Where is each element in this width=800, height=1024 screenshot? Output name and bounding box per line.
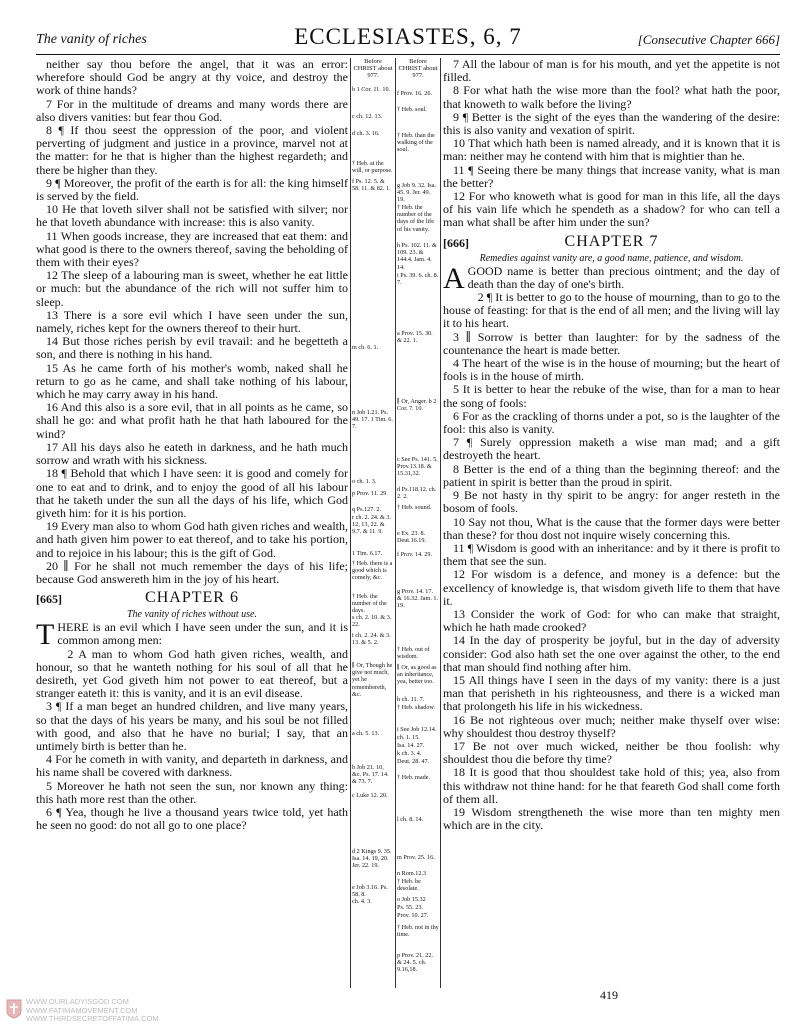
verse: 7 All the labour of man is for his mouth, and yet the appetite is not filled. (443, 57, 780, 85)
margin-note: q Ps.127. 2. (352, 506, 382, 513)
margin-note: h Ps. 102. 11. & 109. 23. & 144.4. Jam. 4. 14. (397, 242, 437, 271)
verse: 20 ∥ For he shall not much remember the days of his life; because God answereth him in the joy of his heart. (36, 558, 348, 586)
margin-note: m Prov. 25. 16. (397, 854, 435, 861)
margin-note: f Prov. 14. 29. (397, 551, 433, 558)
page-number: 419 (600, 988, 618, 1002)
header-left: The vanity of riches (36, 32, 147, 47)
verse: 2 ¶ It is better to go to the house of mourning, than to go to the house of feasting: for that is the end of all men; and the living will lay it to his heart. (443, 290, 780, 331)
margin-note: c ch. 12. 13. (352, 113, 383, 120)
verse: 11 ¶ Seeing there be many things that increase vanity, what is man the better? (443, 162, 780, 190)
verse-text: HERE is an evil which I have seen under the sun, and it is common among men: (57, 620, 348, 648)
watermark-text (26, 998, 226, 1024)
margin-note: g Job 9. 32. Isa. 45. 9. Jer. 49. 19. (397, 182, 437, 204)
verse: 17 Be not over much wicked, neither be thou foolish: why shouldest thou die before thy time? (443, 738, 780, 767)
margin-note: Prov. 10. 27. (397, 912, 429, 919)
running-header (36, 24, 780, 55)
verse: 19 Wisdom strengtheneth the wise more than ten mighty men which are in the city. (443, 804, 780, 833)
verse: 18 It is good that thou shouldest take hold of this; yea, also from this withdraw not thine hand: for he that feareth God shall come forth of them all. (443, 765, 780, 806)
verse: 5 Moreover he hath not seen the sun, nor known any thing: this hath more rest than the other. (36, 778, 348, 806)
verse (443, 261, 780, 295)
verse: 8 Better is the end of a thing than the beginning thereof: and the patient in spirit is better than the proud in spirit. (443, 461, 780, 489)
verse: 17 All his days also he eateth in darkness, and he hath much sorrow and wrath with his sickness. (36, 439, 348, 468)
margin-note: k ch. 3. 4. (397, 750, 422, 757)
margin-note: † Heb. soul. (397, 106, 427, 113)
verse: 5 It is better to hear the rebuke of the wise, than for a man to hear the song of fools: (443, 382, 780, 410)
margin-note: t ch. 2. 24. & 3. 13. & 5. 2. (352, 632, 391, 647)
verse: 15 All things have I seen in the days of my vanity: there is a just man that perisheth in his righteousness, and there is a wicked man that prolongeth his life in his wickedness. (443, 672, 780, 714)
book-title: ECCLESIASTES, 6, 7 (294, 24, 522, 49)
verse: 11 When goods increase, they are increased that eat them: and what good is there to the owners thereof, saving the beholding of them with their eyes? (36, 228, 348, 270)
verse: 6 For as the crackling of thorns under a pot, so is the laughter of the fool: this also is vanity. (443, 408, 780, 437)
margin-note: † Heb. out of wisdom. (397, 646, 430, 661)
margin-note: † Heb. than the walking of the soul. (397, 132, 435, 154)
verse: 7 ¶ Surely oppression maketh a wise man mad; and a gift destroyeth the heart. (443, 435, 780, 463)
margin-date-heading: Before CHRIST about 977. (398, 58, 438, 79)
verse: 8 ¶ If thou seest the oppression of the poor, and violent perverting of judgment and justice in a province, marvel not at the matter: for he that is higher than the highest regardeth; and there be higher than they. (36, 123, 348, 177)
margin-note: o Job 15.32 (397, 896, 426, 903)
chapter-summary: The vanity of riches without use. (127, 609, 257, 621)
verse: 13 Consider the work of God: for who can make that straight, which he hath made crooked? (443, 606, 780, 635)
margin-note: l ch. 8. 14. (397, 816, 424, 823)
chapter-title: CHAPTER 6 (145, 589, 239, 607)
margin-note: i See Job 12.14. (397, 726, 437, 733)
verse: 9 ¶ Moreover, the profit of the earth is for all: the king himself is served by the field. (36, 175, 348, 204)
margin-note: ∥ Or, as good as an inheritance, yea, better too. (397, 664, 437, 686)
margin-note: ch. 4. 3. (352, 898, 372, 905)
header-right: [Consecutive Chapter 666] (637, 32, 780, 47)
verse: 9 Be not hasty in thy spirit to be angry: for anger resteth in the bosom of fools. (443, 488, 780, 516)
right-column (443, 58, 780, 832)
margin-note: h ch. 11. 7. (397, 696, 425, 703)
verse: 16 Be not righteous over much; neither make thyself over wise: why shouldest thou destroy thyself? (443, 712, 780, 740)
verse: 18 ¶ Behold that which I have seen: it is good and comely for one to eat and to drink, and to enjoy the good of all his labour that he taketh under the sun all the days of his life, which God giveth him: for it is his portion. (36, 466, 348, 520)
margin-note: m ch. 6. 1. (352, 344, 379, 351)
chapter-title: CHAPTER 7 (564, 232, 659, 250)
verse: 2 A man to whom God hath given riches, wealth, and honour, so that he wanteth nothing for his soul of all that he desireth, yet God giveth him not power to eat thereof, but a stranger eateth it: this is vanity, and it is an evil disease. (36, 646, 348, 701)
drop-cap: T (36, 618, 55, 652)
margin-note: d ch. 3. 16. (352, 130, 380, 137)
verse: 3 ¶ If a man beget an hundred children, and live many years, so that the days of his years be many, and his soul be not filled with good, and also that he have no burial; I say, that an untimely birth is better than he. (36, 699, 348, 753)
margin-note: ch. 1. 15. (397, 734, 420, 741)
verse: 6 ¶ Yea, though he live a thousand years twice told, yet hath he seen no good: do not all go to one place? (36, 804, 348, 833)
verse: 7 For in the multitude of dreams and many words there are also divers vanities: but fear thou God. (36, 96, 348, 124)
watermark-line: WWW.OURLADYISGOD.COM (26, 997, 129, 1006)
margin-note: † Heb. sound. (397, 504, 432, 511)
verse: 4 The heart of the wise is in the house of mourning; but the heart of fools is in the house of mirth. (443, 356, 780, 384)
margin-note: † Heb. the number of the days of the life of his vanity. (397, 204, 434, 233)
drop-cap: A (443, 261, 465, 295)
margin-note: † Heb. not in thy time. (397, 924, 439, 939)
watermark-logo-icon (6, 999, 22, 1019)
verse: 4 For he cometh in with vanity, and departeth in darkness, and his name shall be covered with darkness. (36, 752, 348, 780)
verse: 9 ¶ Better is the sight of the eyes than the wandering of the desire: this is also vanity and vexation of spirit. (443, 109, 780, 138)
watermark-line: WWW.THIRDSECRETOFFATIMA.COM (26, 1014, 159, 1023)
margin-note: † Heb. at the will, or purpose. (352, 160, 393, 175)
column-rule (440, 58, 441, 988)
verse: 14 But those riches perish by evil travail: and he begetteth a son, and there is nothing in his hand. (36, 334, 348, 362)
margin-note: p Prov. 11. 29. (352, 490, 388, 497)
margin-note: Isa. 14. 27. (397, 742, 425, 749)
chapter-consecutive-number: [666] (443, 235, 469, 250)
margin-note: Ps. 55. 23. (397, 904, 423, 911)
margin-note: d 2 Kings 9. 35. Isa. 14. 19, 20. Jer. 22. 19. (352, 848, 392, 870)
verse: 12 The sleep of a labouring man is sweet, whether he eat little or much: but the abundance of the rich will not suffer him to sleep. (36, 268, 348, 309)
left-column (36, 58, 348, 832)
margin-date-heading: Before CHRIST about 977. (353, 58, 393, 79)
verse (36, 618, 348, 652)
margin-note: † Heb. the number of the days. (352, 593, 387, 615)
verse: 8 For what hath the wise more than the fool? what hath the poor, that knoweth to walk before the living? (443, 83, 780, 111)
margin-note: † Heb. there is a good which is comely, &c. (352, 560, 393, 582)
margin-note: s ch. 2. 10. & 3. 22. (352, 614, 392, 629)
verse: 15 As he came forth of his mother's womb, naked shall he return to go as he came, and shall take nothing of his labour, which he may carry away in his hand. (36, 360, 348, 402)
verse: 12 For wisdom is a defence, and money is a defence: but the excellency of knowledge is, that wisdom giveth life to them that have it. (443, 567, 780, 608)
margin-note: g Prov. 14. 17. & 16.32. Jam. 1. 19. (397, 588, 439, 610)
margin-note: 1 Tim. 6.17. (352, 550, 383, 557)
verse: 10 He that loveth silver shall not be satisfied with silver; nor he that loveth abundance with increase: this is also vanity. (36, 202, 348, 230)
margin-note: n Rom.12.3 (397, 870, 427, 877)
margin-note: f Prov. 16. 26. (397, 90, 433, 97)
margin-note: b Job 21. 10, &c. Ps. 17. 14. & 73. 7. (352, 764, 389, 786)
verse: 12 For who knoweth what is good for man in this life, all the days of his vain life which he spendeth as a shadow? for who can tell a man what shall be after him under the sun? (443, 189, 780, 230)
margin-references-a (352, 58, 394, 905)
chapter-heading (36, 591, 348, 607)
verse: 16 And this also is a sore evil, that in all points as he came, so shall he go: and what profit hath he that hath laboured for the wind? (36, 400, 348, 441)
verse: neither say thou before the angel, that it was an error: wherefore should God be angry at thy voice, and destroy the work of thine hands? (36, 57, 348, 98)
verse-text: GOOD name is better than precious ointment; and the day of death than the day of one's birth. (467, 263, 780, 291)
margin-note: a Prov. 15. 30. & 22. 1. (397, 330, 433, 345)
margin-note: i Ps. 39. 6. ch. 8. 7. (397, 272, 439, 287)
margin-note: † Heb. be desolate. (397, 878, 421, 893)
margin-note: ∥ Or, Though he give not much, yet he remembereth, &c. (352, 662, 393, 698)
margin-note: p Prov. 21. 22. & 24. 5. ch. 9.16,18. (397, 952, 434, 974)
margin-note: ∥ Or, Anger. b 2 Cor. 7. 10. (397, 398, 437, 413)
verse: 19 Every man also to whom God hath given riches and wealth, and hath given him power to eat thereof, and to take his portion, and to rejoice in his labour; this is the gift of God. (36, 519, 348, 560)
margin-note: c See Ps. 141. 5. Prov.13.18. & 15.31,32. (397, 456, 438, 478)
verse: 10 Say not thou, What is the cause that the former days were better than these? for thou dost not inquire wisely concerning this. (443, 514, 780, 542)
chapter-summary: Remedies against vanity are, a good name, patience, and wisdom. (479, 252, 744, 264)
margin-note: n Job 1.21. Ps. 49. 17. 1 Tim. 6. 7. (352, 409, 393, 431)
margin-note: c Luke 12. 20. (352, 792, 388, 799)
margin-references-b (397, 58, 439, 974)
verse: 14 In the day of prosperity be joyful, but in the day of adversity consider: God also hath set the one over against the other, to the end that man should find nothing after him. (443, 633, 780, 674)
chapter-consecutive-number: [665] (36, 592, 62, 607)
margin-note: d Ps.118.12. ch. 2. 2. (397, 486, 437, 501)
column-rule (350, 58, 351, 988)
margin-note: b 1 Cor. 11. 10. (352, 86, 391, 93)
margin-note: e Ex. 23. 8. Deut.16.19. (397, 530, 427, 545)
verse: 11 ¶ Wisdom is good with an inheritance: and by it there is profit to them that see the sun. (443, 540, 780, 569)
chapter-heading (443, 232, 780, 251)
margin-note: e Job 3.16. Ps. 58. 8. (352, 884, 388, 899)
verse: 13 There is a sore evil which I have seen under the sun, namely, riches kept for the owners thereof to their hurt. (36, 307, 348, 336)
verse: 3 ∥ Sorrow is better than laughter: for by the sadness of the countenance the heart is made better. (443, 329, 780, 357)
margin-note: o ch. 1. 3. (352, 478, 377, 485)
column-rule (395, 58, 396, 988)
verse: 10 That which hath been is named already, and it is known that it is man: neither may he contend with him that is mightier than he. (443, 136, 780, 164)
margin-note: † Heb. shadow. (397, 704, 436, 711)
margin-note: a ch. 5. 13. (352, 730, 380, 737)
margin-note: † Heb. made. (397, 774, 430, 781)
margin-note: f Ps. 12. 5. & 58. 11. & 82. 1. (352, 178, 391, 193)
margin-note: Deut. 28. 47. (397, 758, 430, 765)
watermark-line: WWW.FATIMAMOVEMENT.COM (26, 1005, 138, 1015)
margin-note: r ch. 2. 24. & 3. 12, 13, 22. & 9.7. & 11. 9. (352, 514, 392, 536)
